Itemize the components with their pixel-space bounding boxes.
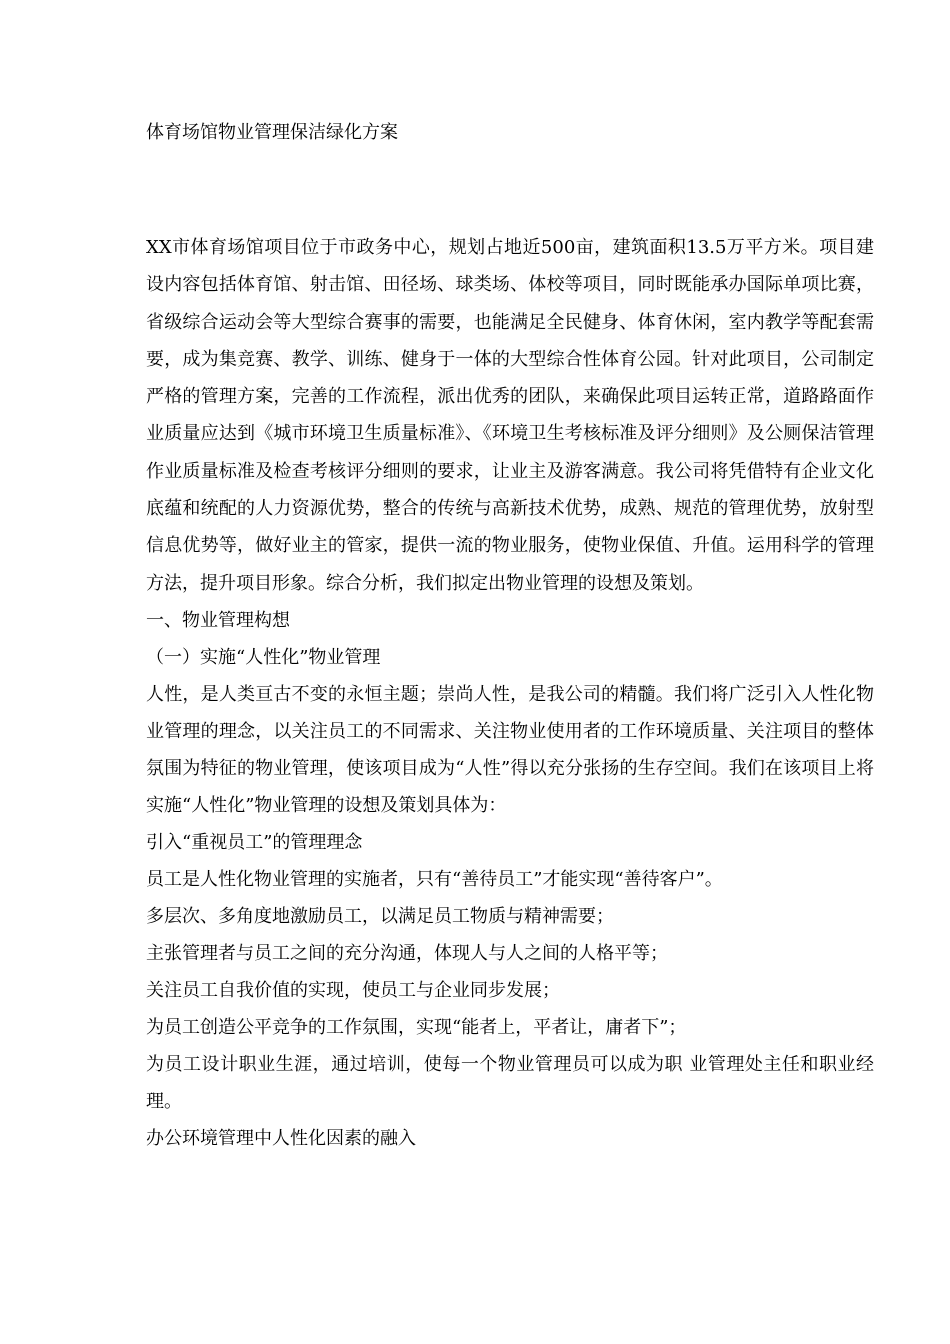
humanity-paragraph: 人性，是人类亘古不变的永恒主题；崇尚人性，是我公司的精髓。我们将广泛引入人性化物业管理的理念，以关注员工的不同需求、关注物业使用者的工作环境质量、关注项目的整体氛围为特征的物业管理，使该项目成为“人性”得以充分张扬的生存空间。我们在该项目上将实施“人性化”物业管理的设想及策划具体为： (146, 683, 874, 816)
staff-item: 多层次、多角度地激励员工，以满足员工物质与精神需要； (146, 905, 614, 927)
staff-item: 为员工创造公平竞争的工作氛围，实现“能者上，平者让，庸者下”； (146, 1016, 687, 1038)
document-title: 体育场馆物业管理保洁绿化方案 (146, 122, 398, 143)
document-body (146, 229, 874, 1157)
staff-heading: 引入“重视员工”的管理理念 (146, 831, 363, 853)
staff-item: 员工是人性化物业管理的实施者，只有“善待员工”才能实现“善待客户”。 (146, 868, 723, 890)
subsection-heading: （一）实施“人性化”物业管理 (146, 646, 381, 668)
staff-item: 关注员工自我价值的实现，使员工与企业同步发展； (146, 979, 560, 1001)
section-heading: 一、物业管理构想 (146, 609, 290, 631)
staff-item: 为员工设计职业生涯，通过培训，使每一个物业管理员可以成为职 业管理处主任和职业经理。 (146, 1053, 874, 1112)
staff-item: 主张管理者与员工之间的充分沟通，体现人与人之间的人格平等； (146, 942, 668, 964)
intro-paragraph: XX市体育场馆项目位于市政务中心，规划占地近500亩，建筑面积13.5万平方米。项目建设内容包括体育馆、射击馆、田径场、球类场、体校等项目，同时既能承办国际单项比赛，省级综合运动会等大型综合赛事的需要，也能满足全民健身、体育休闲，室内教学等配套需要，成为集竞赛、教学、训练、健身于一体的大型综合性体育公园。针对此项目，公司制定严格的管理方案，完善的工作流程，派出优秀的团队，来确保此项目运转正常，道路路面作业质量应达到《城市环境卫生质量标准》、《环境卫生考核标准及评分细则》及公厕保洁管理作业质量标准及检查考核评分细则的要求，让业主及游客满意。我公司将凭借特有企业文化底蕴和统配的人力资源优势，整合的传统与高新技术优势，成熟、规范的管理优势，放射型信息优势等，做好业主的管家，提供一流的物业服务，使物业保值、升值。运用科学的管理方法，提升项目形象。综合分析，我们拟定出物业管理的设想及策划。 (146, 237, 874, 594)
office-heading: 办公环境管理中人性化因素的融入 (146, 1127, 416, 1149)
